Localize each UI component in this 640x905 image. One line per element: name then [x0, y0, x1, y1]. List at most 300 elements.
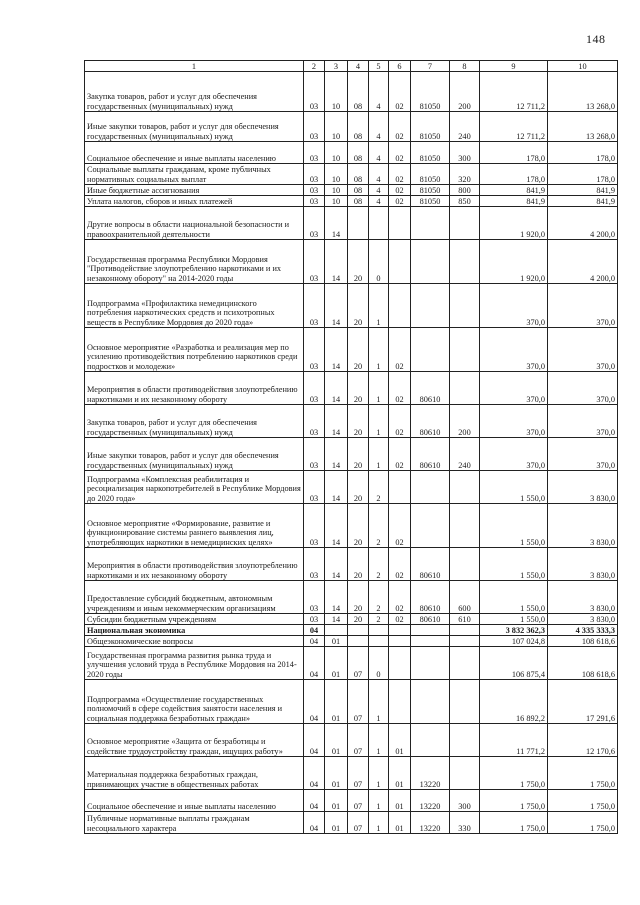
code-cell [450, 548, 480, 581]
code-cell [389, 636, 411, 647]
code-cell: 02 [389, 581, 411, 614]
code-cell [411, 680, 450, 724]
code-cell: 02 [389, 196, 411, 207]
code-cell: 14 [325, 438, 348, 471]
row-name-cell: Публичные нормативные выплаты гражданам несоциального характера [85, 812, 304, 834]
amount-cell: 4 200,0 [548, 240, 618, 284]
code-cell: 03 [304, 112, 325, 142]
code-cell: 14 [325, 240, 348, 284]
code-cell: 2 [369, 581, 389, 614]
code-cell [450, 240, 480, 284]
row-name-cell: Социальное обеспечение и иные выплаты населению [85, 142, 304, 164]
code-cell: 08 [348, 142, 369, 164]
code-cell: 240 [450, 112, 480, 142]
code-cell: 20 [348, 240, 369, 284]
amount-cell: 370,0 [480, 284, 548, 328]
code-cell: 600 [450, 581, 480, 614]
amount-cell: 1 550,0 [480, 504, 548, 548]
code-cell: 81050 [411, 112, 450, 142]
code-cell: 02 [389, 112, 411, 142]
code-cell: 0 [369, 240, 389, 284]
code-cell [389, 284, 411, 328]
code-cell: 01 [325, 647, 348, 680]
code-cell: 0 [369, 647, 389, 680]
code-cell: 03 [304, 328, 325, 372]
amount-cell: 1 750,0 [548, 812, 618, 834]
code-cell: 02 [389, 548, 411, 581]
code-cell: 08 [348, 112, 369, 142]
code-cell: 4 [369, 185, 389, 196]
code-cell: 03 [304, 142, 325, 164]
table-row [85, 724, 618, 757]
table-row [85, 240, 618, 284]
code-cell: 01 [389, 812, 411, 834]
code-cell: 13220 [411, 812, 450, 834]
code-cell: 01 [325, 724, 348, 757]
code-cell: 10 [325, 185, 348, 196]
code-cell: 08 [348, 164, 369, 185]
code-cell: 03 [304, 207, 325, 240]
code-cell [450, 328, 480, 372]
code-cell: 14 [325, 405, 348, 438]
code-cell: 03 [304, 471, 325, 504]
code-cell: 20 [348, 372, 369, 405]
code-cell: 04 [304, 625, 325, 636]
amount-cell: 12 711,2 [480, 112, 548, 142]
amount-cell: 1 550,0 [480, 614, 548, 625]
amount-cell: 13 268,0 [548, 72, 618, 112]
amount-cell: 3 830,0 [548, 548, 618, 581]
row-name-cell: Государственная программа развития рынка труда и улучшения условий труда в Республике Мордовия на 2014-2020 годы [85, 647, 304, 680]
code-cell: 300 [450, 790, 480, 812]
code-cell: 20 [348, 471, 369, 504]
row-name-cell: Закупка товаров, работ и услуг для обеспечения государственных (муниципальных) нужд [85, 72, 304, 112]
code-cell: 03 [304, 548, 325, 581]
code-cell [450, 680, 480, 724]
amount-cell: 1 750,0 [548, 790, 618, 812]
code-cell: 14 [325, 284, 348, 328]
amount-cell: 1 920,0 [480, 207, 548, 240]
code-cell: 14 [325, 614, 348, 625]
code-cell [389, 471, 411, 504]
code-cell [411, 284, 450, 328]
amount-cell: 1 920,0 [480, 240, 548, 284]
amount-cell: 1 550,0 [480, 581, 548, 614]
code-cell: 14 [325, 504, 348, 548]
amount-cell: 1 750,0 [480, 790, 548, 812]
amount-cell: 841,9 [548, 185, 618, 196]
amount-cell: 12 711,2 [480, 72, 548, 112]
amount-cell: 4 335 333,3 [548, 625, 618, 636]
budget-table [84, 60, 618, 834]
code-cell: 20 [348, 284, 369, 328]
amount-cell: 1 550,0 [480, 471, 548, 504]
code-cell: 4 [369, 196, 389, 207]
amount-cell: 370,0 [480, 405, 548, 438]
code-cell: 20 [348, 548, 369, 581]
code-cell: 02 [389, 142, 411, 164]
code-cell [325, 625, 348, 636]
code-cell: 03 [304, 438, 325, 471]
column-header-2: 2 [304, 61, 325, 72]
code-cell [450, 284, 480, 328]
code-cell: 13220 [411, 790, 450, 812]
code-cell: 81050 [411, 164, 450, 185]
code-cell [348, 207, 369, 240]
table-row [85, 284, 618, 328]
amount-cell: 370,0 [480, 438, 548, 471]
code-cell: 04 [304, 680, 325, 724]
row-name-cell: Уплата налогов, сборов и иных платежей [85, 196, 304, 207]
code-cell: 80610 [411, 405, 450, 438]
code-cell: 07 [348, 647, 369, 680]
code-cell [389, 680, 411, 724]
code-cell: 03 [304, 185, 325, 196]
code-cell: 03 [304, 284, 325, 328]
code-cell: 1 [369, 812, 389, 834]
code-cell: 14 [325, 471, 348, 504]
code-cell: 08 [348, 72, 369, 112]
column-header-1: 1 [85, 61, 304, 72]
code-cell: 10 [325, 112, 348, 142]
amount-cell: 178,0 [480, 142, 548, 164]
row-name-cell: Мероприятия в области противодействия злоупотреблению наркотиками и их незаконному обороту [85, 548, 304, 581]
table-header-row [85, 61, 618, 72]
code-cell: 330 [450, 812, 480, 834]
code-cell: 81050 [411, 72, 450, 112]
code-cell: 1 [369, 372, 389, 405]
code-cell: 20 [348, 581, 369, 614]
row-name-cell: Подпрограмма «Комплексная реабилитация и ресоциализация наркопотребителей в Республике Мордовия до 2020 года» [85, 471, 304, 504]
code-cell: 4 [369, 142, 389, 164]
code-cell: 4 [369, 112, 389, 142]
code-cell: 81050 [411, 142, 450, 164]
row-name-cell: Субсидии бюджетным учреждениям [85, 614, 304, 625]
code-cell: 02 [389, 72, 411, 112]
code-cell: 240 [450, 438, 480, 471]
column-header-4: 4 [348, 61, 369, 72]
table-row [85, 405, 618, 438]
amount-cell: 108 618,6 [548, 636, 618, 647]
table-row [85, 112, 618, 142]
amount-cell: 370,0 [548, 405, 618, 438]
code-cell: 03 [304, 372, 325, 405]
table-row [85, 207, 618, 240]
row-name-cell: Другие вопросы в области национальной безопасности и правоохранительной деятельности [85, 207, 304, 240]
amount-cell: 370,0 [480, 328, 548, 372]
code-cell: 07 [348, 680, 369, 724]
code-cell: 02 [389, 438, 411, 471]
code-cell: 07 [348, 757, 369, 790]
code-cell: 14 [325, 581, 348, 614]
amount-cell: 108 618,6 [548, 647, 618, 680]
code-cell: 07 [348, 790, 369, 812]
code-cell: 01 [325, 636, 348, 647]
row-name-cell: Иные закупки товаров, работ и услуг для обеспечения государственных (муниципальных) нужд [85, 438, 304, 471]
code-cell [369, 625, 389, 636]
amount-cell: 178,0 [480, 164, 548, 185]
code-cell: 02 [389, 372, 411, 405]
page-number: 148 [586, 32, 606, 46]
code-cell: 10 [325, 142, 348, 164]
code-cell [411, 240, 450, 284]
code-cell: 80610 [411, 614, 450, 625]
code-cell [450, 207, 480, 240]
table-row [85, 504, 618, 548]
table-row [85, 471, 618, 504]
code-cell [450, 372, 480, 405]
code-cell: 01 [389, 724, 411, 757]
table-row [85, 680, 618, 724]
code-cell [369, 636, 389, 647]
table-body [85, 72, 618, 834]
table-row [85, 548, 618, 581]
code-cell: 1 [369, 438, 389, 471]
code-cell: 04 [304, 757, 325, 790]
code-cell [389, 625, 411, 636]
code-cell: 800 [450, 185, 480, 196]
code-cell: 02 [389, 614, 411, 625]
code-cell: 03 [304, 164, 325, 185]
row-name-cell: Основное мероприятие «Защита от безработицы и содействие трудоустройству граждан, ищущих работу» [85, 724, 304, 757]
code-cell: 200 [450, 72, 480, 112]
code-cell: 2 [369, 471, 389, 504]
code-cell: 03 [304, 614, 325, 625]
code-cell: 4 [369, 164, 389, 185]
table-row [85, 328, 618, 372]
table-row [85, 625, 618, 636]
table-row [85, 647, 618, 680]
amount-cell: 1 550,0 [480, 548, 548, 581]
code-cell [411, 504, 450, 548]
row-name-cell: Национальная экономика [85, 625, 304, 636]
amount-cell: 1 750,0 [480, 812, 548, 834]
code-cell: 14 [325, 207, 348, 240]
code-cell: 01 [325, 790, 348, 812]
amount-cell: 11 771,2 [480, 724, 548, 757]
column-header-9: 9 [480, 61, 548, 72]
code-cell: 03 [304, 581, 325, 614]
amount-cell: 370,0 [548, 284, 618, 328]
row-name-cell: Иные закупки товаров, работ и услуг для обеспечения государственных (муниципальных) нужд [85, 112, 304, 142]
code-cell: 03 [304, 240, 325, 284]
code-cell: 80610 [411, 372, 450, 405]
code-cell: 01 [389, 757, 411, 790]
amount-cell: 1 750,0 [548, 757, 618, 790]
amount-cell: 3 832 362,3 [480, 625, 548, 636]
code-cell [411, 471, 450, 504]
code-cell: 80610 [411, 581, 450, 614]
amount-cell: 178,0 [548, 142, 618, 164]
code-cell [411, 207, 450, 240]
column-header-10: 10 [548, 61, 618, 72]
code-cell [389, 647, 411, 680]
code-cell [450, 504, 480, 548]
amount-cell: 3 830,0 [548, 471, 618, 504]
amount-cell: 106 875,4 [480, 647, 548, 680]
code-cell: 4 [369, 72, 389, 112]
table-row [85, 196, 618, 207]
row-name-cell: Социальное обеспечение и иные выплаты населению [85, 790, 304, 812]
column-header-3: 3 [325, 61, 348, 72]
code-cell [389, 207, 411, 240]
code-cell: 20 [348, 328, 369, 372]
amount-cell: 3 830,0 [548, 581, 618, 614]
code-cell [348, 636, 369, 647]
code-cell: 10 [325, 72, 348, 112]
amount-cell: 370,0 [480, 372, 548, 405]
code-cell: 81050 [411, 185, 450, 196]
code-cell: 02 [389, 405, 411, 438]
code-cell: 02 [389, 164, 411, 185]
code-cell: 07 [348, 812, 369, 834]
row-name-cell: Основное мероприятие «Разработка и реализация мер по усилению противодействия потреблению наркотиков среди подростков и молодежи» [85, 328, 304, 372]
amount-cell: 17 291,6 [548, 680, 618, 724]
amount-cell: 13 268,0 [548, 112, 618, 142]
column-header-5: 5 [369, 61, 389, 72]
code-cell: 13220 [411, 757, 450, 790]
row-name-cell: Иные бюджетные ассигнования [85, 185, 304, 196]
amount-cell: 107 024,8 [480, 636, 548, 647]
code-cell: 20 [348, 438, 369, 471]
row-name-cell: Государственная программа Республики Мордовия "Противодействие злоупотреблению наркотиками и их незаконному обороту" на 2014-2020 годы [85, 240, 304, 284]
code-cell: 1 [369, 284, 389, 328]
code-cell: 2 [369, 504, 389, 548]
code-cell [450, 757, 480, 790]
row-name-cell: Общеэкономические вопросы [85, 636, 304, 647]
row-name-cell: Предоставление субсидий бюджетным, автономным учреждениям и иным некоммерческим организациям [85, 581, 304, 614]
code-cell [369, 207, 389, 240]
code-cell: 81050 [411, 196, 450, 207]
code-cell: 04 [304, 812, 325, 834]
row-name-cell: Социальные выплаты гражданам, кроме публичных нормативных социальных выплат [85, 164, 304, 185]
code-cell: 04 [304, 790, 325, 812]
table-row [85, 757, 618, 790]
code-cell: 2 [369, 614, 389, 625]
code-cell: 10 [325, 196, 348, 207]
amount-cell: 4 200,0 [548, 207, 618, 240]
table-row [85, 614, 618, 625]
code-cell: 14 [325, 548, 348, 581]
column-header-7: 7 [411, 61, 450, 72]
code-cell: 1 [369, 790, 389, 812]
row-name-cell: Мероприятия в области противодействия злоупотреблению наркотиками и их незаконному обороту [85, 372, 304, 405]
code-cell [411, 724, 450, 757]
amount-cell: 370,0 [548, 328, 618, 372]
code-cell [411, 647, 450, 680]
code-cell: 04 [304, 724, 325, 757]
code-cell: 03 [304, 405, 325, 438]
code-cell: 03 [304, 196, 325, 207]
row-name-cell: Материальная поддержка безработных граждан, принимающих участие в общественных работах [85, 757, 304, 790]
code-cell: 14 [325, 328, 348, 372]
code-cell [411, 636, 450, 647]
amount-cell: 841,9 [548, 196, 618, 207]
amount-cell: 370,0 [548, 372, 618, 405]
table-row [85, 812, 618, 834]
code-cell: 01 [325, 680, 348, 724]
table-row [85, 142, 618, 164]
amount-cell: 841,9 [480, 185, 548, 196]
row-name-cell: Основное мероприятие «Формирование, развитие и функционирование системы раннего выявления лиц, употребляющих наркотики в немедицинских целях» [85, 504, 304, 548]
code-cell: 08 [348, 196, 369, 207]
row-name-cell: Подпрограмма «Осуществление государственных полномочий в сфере содействия занятости населения и социальная поддержка безработных граждан» [85, 680, 304, 724]
code-cell: 02 [389, 185, 411, 196]
code-cell: 08 [348, 185, 369, 196]
code-cell [450, 647, 480, 680]
table-row [85, 438, 618, 471]
table-row [85, 185, 618, 196]
code-cell: 14 [325, 372, 348, 405]
code-cell [450, 724, 480, 757]
column-header-8: 8 [450, 61, 480, 72]
code-cell [411, 328, 450, 372]
table-row [85, 372, 618, 405]
code-cell: 300 [450, 142, 480, 164]
code-cell: 2 [369, 548, 389, 581]
code-cell: 07 [348, 724, 369, 757]
code-cell: 03 [304, 504, 325, 548]
code-cell [389, 240, 411, 284]
code-cell: 610 [450, 614, 480, 625]
code-cell: 01 [325, 812, 348, 834]
code-cell [450, 625, 480, 636]
code-cell: 320 [450, 164, 480, 185]
code-cell: 04 [304, 647, 325, 680]
amount-cell: 12 170,6 [548, 724, 618, 757]
code-cell: 03 [304, 72, 325, 112]
code-cell [411, 625, 450, 636]
table-row [85, 164, 618, 185]
code-cell: 200 [450, 405, 480, 438]
code-cell: 80610 [411, 548, 450, 581]
amount-cell: 16 892,2 [480, 680, 548, 724]
code-cell: 1 [369, 757, 389, 790]
row-name-cell: Закупка товаров, работ и услуг для обеспечения государственных (муниципальных) нужд [85, 405, 304, 438]
table-row [85, 790, 618, 812]
amount-cell: 178,0 [548, 164, 618, 185]
amount-cell: 3 830,0 [548, 614, 618, 625]
table-row [85, 636, 618, 647]
code-cell [450, 471, 480, 504]
code-cell: 01 [389, 790, 411, 812]
code-cell: 1 [369, 328, 389, 372]
code-cell: 02 [389, 504, 411, 548]
amount-cell: 1 750,0 [480, 757, 548, 790]
code-cell: 10 [325, 164, 348, 185]
code-cell: 1 [369, 405, 389, 438]
code-cell [450, 636, 480, 647]
code-cell: 1 [369, 680, 389, 724]
amount-cell: 370,0 [548, 438, 618, 471]
code-cell: 04 [304, 636, 325, 647]
code-cell: 01 [325, 757, 348, 790]
column-header-6: 6 [389, 61, 411, 72]
code-cell: 1 [369, 724, 389, 757]
code-cell: 20 [348, 504, 369, 548]
code-cell: 20 [348, 405, 369, 438]
row-name-cell: Подпрограмма «Профилактика немедицинского потребления наркотических средств и психотропных веществ в Республике Мордовия до 2020 года» [85, 284, 304, 328]
amount-cell: 3 830,0 [548, 504, 618, 548]
amount-cell: 841,9 [480, 196, 548, 207]
code-cell: 80610 [411, 438, 450, 471]
code-cell: 20 [348, 614, 369, 625]
code-cell [348, 625, 369, 636]
code-cell: 850 [450, 196, 480, 207]
code-cell: 02 [389, 328, 411, 372]
table-row [85, 581, 618, 614]
table-row [85, 72, 618, 112]
